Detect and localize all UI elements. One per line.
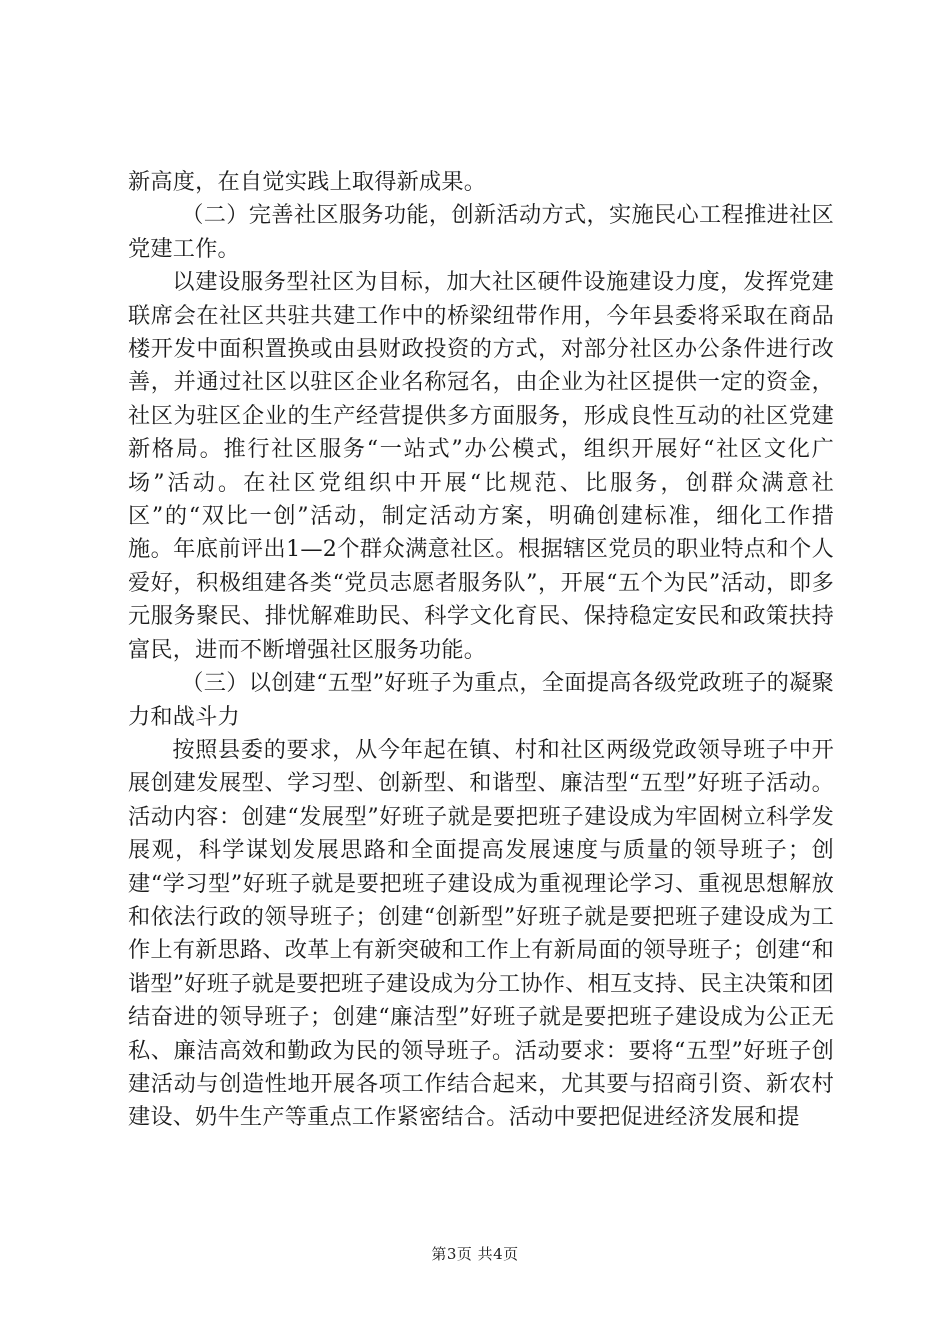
page-footer: 第3页 共4页 xyxy=(431,1245,519,1263)
section-heading-3: （三）以创建“五型”好班子为重点，全面提高各级党政班子的凝聚力和战斗力 xyxy=(128,670,834,730)
paragraph-continuation: 新高度，在自觉实践上取得新成果。 xyxy=(128,169,487,195)
paragraph-five-types-team: 按照县委的要求，从今年起在镇、村和社区两级党政领导班子中开展创建发展型、学习型、创新型、和谐型、廉洁型“五型”好班子活动。活动内容：创建“发展型”好班子就是要把班子建设成为牢固树立科学发展观，科学谋划发展思路和全面提高发展速度与质量的领导班子；创建“学习型”好班子就是要把班子建设成为重视理论学习、重视思想解放和依法行政的领导班子；创建“创新型”好班子就是要把班子建设成为工作上有新思路、改革上有新突破和工作上有新局面的领导班子；创建“和谐型”好班子就是要把班子建设成为分工协作、相互支持、民主决策和团结奋进的领导班子；创建“廉洁型”好班子就是要把班子建设成为公正无私、廉洁高效和勤政为民的领导班子。活动要求：要将“五型”好班子创建活动与创造性地开展各项工作结合起来，尤其要与招商引资、新农村建设、奶牛生产等重点工作紧密结合。活动中要把促进经济发展和提 xyxy=(128,736,834,1131)
paragraph-community-service: 以建设服务型社区为目标，加大社区硬件设施建设力度，发挥党建联席会在社区共驻共建工作中的桥梁纽带作用，今年县委将采取在商品楼开发中面积置换或由县财政投资的方式，对部分社区办公条件进行改善，并通过社区以驻区企业名称冠名，由企业为社区提供一定的资金，社区为驻区企业的生产经营提供多方面服务，形成良性互动的社区党建新格局。推行社区服务“一站式”办公模式，组织开展好“社区文化广场”活动。在社区党组织中开展“比规范、比服务，创群众满意社区”的“双比一创”活动，制定活动方案，明确创建标准，细化工作措施。年底前评出1—2个群众满意社区。根据辖区党员的职业特点和个人爱好，积极组建各类“党员志愿者服务队”，开展“五个为民”活动，即多元服务聚民、排忧解难助民、科学文化育民、保持稳定安民和政策扶持富民，进而不断增强社区服务功能。 xyxy=(128,269,834,663)
document-body xyxy=(128,166,834,1135)
section-heading-2: （二）完善社区服务功能，创新活动方式，实施民心工程推进社区党建工作。 xyxy=(128,202,834,262)
